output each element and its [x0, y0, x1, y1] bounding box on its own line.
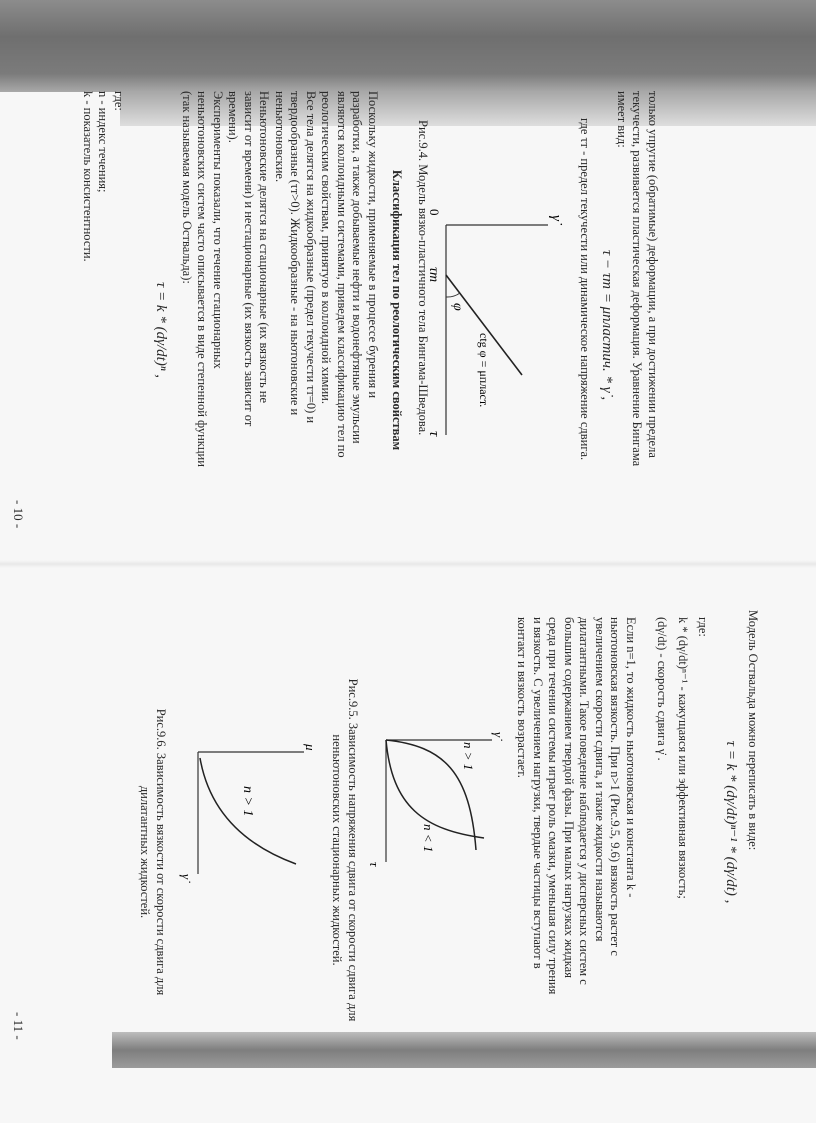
caption-line: Рис.9.5. Зависимость напряжения сдвига от скорости сдвига для: [346, 678, 360, 1022]
fig96-caption: [137, 662, 168, 1042]
page-number-11: - 11 -: [11, 1012, 26, 1040]
fig94-ctg-label: ctg φ = μпласт.: [477, 333, 491, 408]
angle-arc: [446, 293, 460, 297]
def-effective-viscosity: k * (dγ/dt)ⁿ⁻¹ - кажущаяся или эффективная вязкость;: [676, 617, 691, 899]
text-line: (так называемая модель Оствальда):: [180, 91, 194, 284]
caption-line: Рис.9.6. Зависимость вязкости от скорости сдвига для: [154, 708, 168, 996]
page10-defs: [80, 91, 127, 511]
bingham-formula: τ − τт = μпластич. * γ̇ ,: [599, 249, 615, 401]
text-line: времени).: [226, 91, 241, 143]
text-line: текучести, развивается пластическая деформация. Уравнение Бингама: [630, 91, 645, 467]
text-line: ньютоновская вязкость. При n>1 (Рис.9.5, 9.6) вязкость растет с: [608, 617, 623, 956]
fig96-y-label: μ: [303, 744, 318, 751]
text-line: неньютоновских систем часто описывается в виде степенной функции: [195, 91, 210, 467]
text-line: контакт и вязкость возрастает.: [515, 617, 530, 778]
text-line: дилатантными. Такое поведение наблюдается у дисперсных систем с: [577, 617, 592, 985]
fig94-x-label: τ: [426, 431, 442, 437]
text-line: Все тела делятся на жидкообразные (предел текучести τт=0) и: [304, 91, 318, 424]
def-n: n - индекс течения;: [96, 91, 111, 193]
page11-defs: [654, 617, 711, 1037]
page11-body: [514, 617, 638, 1062]
fig96-plot: [176, 724, 316, 884]
page10-intro: [614, 91, 661, 531]
text-line: Эксперименты показали, что течение стационарных: [211, 91, 225, 369]
text-line: и вязкость. С увеличением нагрузки, твердые частицы вступают в: [531, 617, 545, 969]
text-line: большим содержанием твердой фазы. При малых нагрузках жидкая: [562, 617, 576, 978]
text-line: Если n=1, то жидкость ньютоновская и константа k -: [624, 617, 638, 898]
page-10: [0, 0, 816, 561]
caption-line: дилатантных жидкостей.: [138, 785, 153, 919]
fig95-plot: [364, 712, 504, 872]
where-label: где:: [696, 617, 710, 637]
tau-definition: где τт - предел текучести или динамическое напряжение сдвига.: [578, 118, 592, 461]
ostwald-formula: τ = k * (dγ/dt)ⁿ ,: [153, 281, 169, 379]
text-line: среда при течении системы играет роль смазки, уменьшая силу трения: [546, 617, 561, 995]
fig94-plot: [426, 185, 566, 445]
text-line: реологическим свойствам, принятую в коллоидной химии.: [319, 91, 334, 404]
page-11: [0, 562, 816, 1123]
fig96-n-gt-label: n > 1: [240, 786, 255, 817]
fig94-tau-t: τт: [426, 267, 441, 283]
text-line: только упругие (обратимые) деформации, а при достижении предела: [646, 91, 660, 458]
fig95-x-label: τ: [367, 862, 382, 867]
page11-intro: Модель Оствальда можно переписать в виде:: [746, 610, 760, 851]
section-title: Классификация тел по реологическим свойствам: [390, 169, 404, 451]
fig94-y-label: γ̇: [548, 215, 564, 221]
text-line: увеличением скорости сдвига, и такие жидкости называются: [593, 617, 607, 942]
fig95-caption: [329, 650, 360, 1050]
text-line: Поскольку жидкости, применяемые в процессе бурения и: [366, 91, 380, 399]
fig95-n-lt-label: n < 1: [421, 824, 436, 853]
def-shear-rate: (dγ/dt) - скорость сдвига γ̇ .: [655, 617, 669, 761]
fig94-origin: 0: [427, 209, 442, 216]
page11-formula: τ = k * (dγ/dt)ⁿ⁻¹ * (dγ/dt) ,: [723, 740, 739, 904]
page-number-10: - 10 -: [11, 500, 26, 529]
text-line: разработки, а также добываемые нефти и водонефтяные эмульсии: [350, 91, 365, 444]
where-label: где:: [112, 91, 126, 111]
fig96-x-label: γ̇: [179, 874, 194, 880]
fig94-phi: φ: [450, 303, 465, 311]
text-line: имеет вид:: [615, 91, 629, 148]
fig94-caption: Рис.9.4. Модель вязко-пластичного тела Бингама-Шведова.: [416, 120, 430, 436]
text-line: твердообразные (τт>0). Жидкообразные - на ньютоновские и: [288, 91, 303, 416]
text-line: Неньютоновские делятся на стационарные (их вязкость не: [257, 91, 272, 404]
fig95-y-label: γ̇: [491, 732, 506, 738]
fig95-n-gt-label: n > 1: [461, 742, 476, 771]
caption-line: неньютоновских стационарных жидкостей.: [330, 734, 345, 966]
text-line: зависит от времени) и нестационарные (их вязкость зависит от: [242, 91, 256, 427]
page10-body: [179, 91, 381, 531]
text-line: являются коллоидными системами, приведем классификацию тел по: [335, 91, 349, 458]
text-line: неньютоновские.: [273, 91, 287, 183]
def-k: k - показатель консистентности.: [81, 91, 95, 262]
